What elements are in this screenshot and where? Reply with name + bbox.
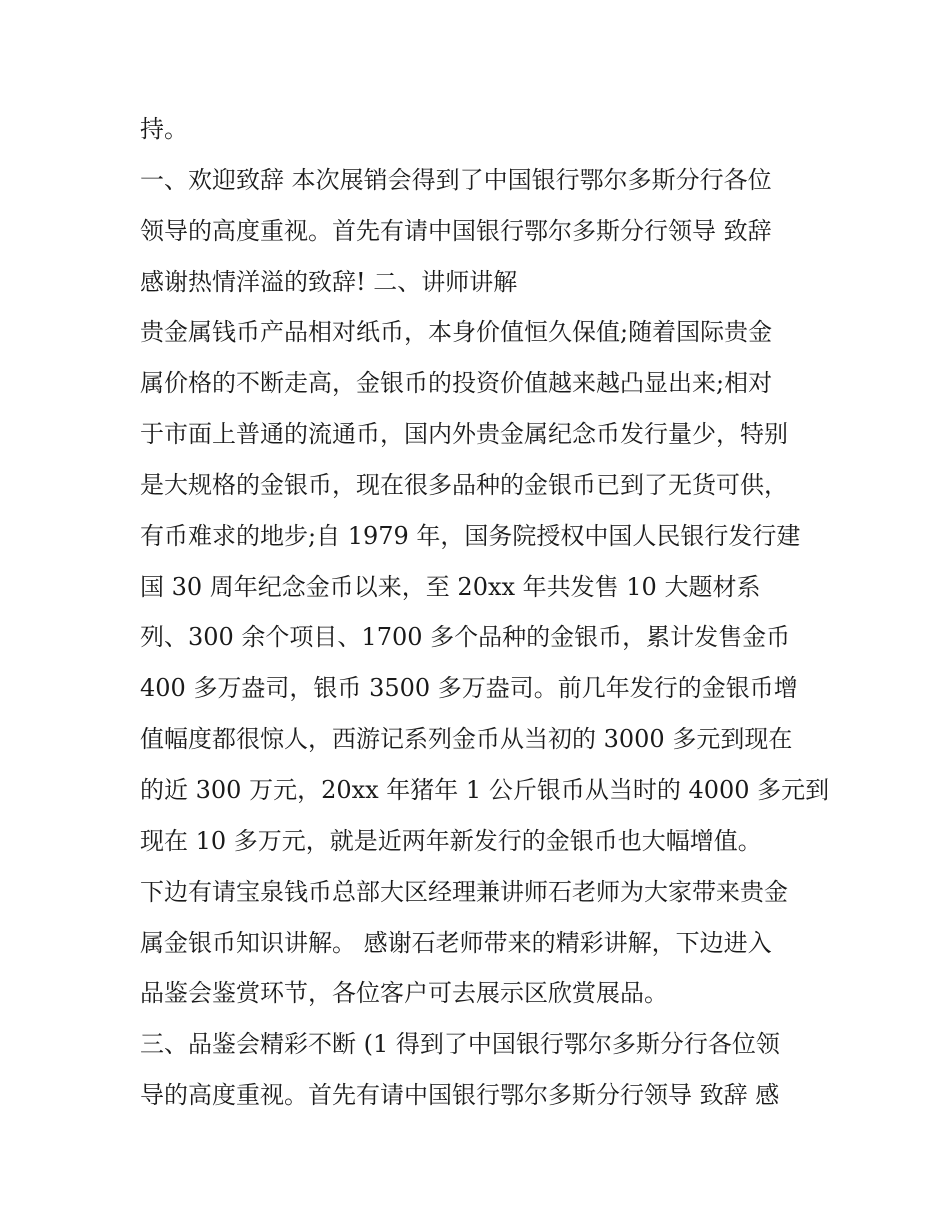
text-line: 感谢热情洋溢的致辞! 二、讲师讲解 [140,267,518,296]
text-line: 列、300 余个项目、1700 多个品种的金银币，累计发售金币 [140,623,791,652]
text-line: 是大规格的金银币，现在很多品种的金银币已到了无货可供， [140,470,788,499]
text-line: 属金银币知识讲解。 感谢石老师带来的精彩讲解，下边进入 [140,928,772,957]
text-line: 于市面上普通的流通币，国内外贵金属纪念币发行量少，特别 [140,420,788,449]
text-line: 有币难求的地步;自 1979 年，国务院授权中国人民银行发行建 [140,521,801,550]
text-line: 现在 10 多万元，就是近两年新发行的金银币也大幅增值。 [140,826,762,855]
text-line: 品鉴会鉴赏环节，各位客户可去展示区欣赏展品。 [140,979,668,1008]
text-line: 属价格的不断走高，金银币的投资价值越来越凸显出来;相对 [140,369,773,398]
text-line: 持。 [140,115,188,143]
document-body [140,104,830,1121]
text-line: 400 多万盎司，银币 3500 多万盎司。前几年发行的金银币增 [140,674,798,703]
text-line: 三、品鉴会精彩不断 (1 得到了中国银行鄂尔多斯分行各位领 [140,1030,780,1059]
text-line: 贵金属钱币产品相对纸币，本身价值恒久保值;随着国际贵金 [140,318,773,347]
text-line: 一、欢迎致辞 本次展销会得到了中国银行鄂尔多斯分行各位 [140,165,772,194]
text-line: 导的高度重视。首先有请中国银行鄂尔多斯分行领导 致辞 感 [140,1081,780,1110]
text-line: 领导的高度重视。首先有请中国银行鄂尔多斯分行领导 致辞 [140,216,772,245]
text-line: 下边有请宝泉钱币总部大区经理兼讲师石老师为大家带来贵金 [140,877,788,906]
text-line: 国 30 周年纪念金币以来，至 20xx 年共发售 10 大题材系 [140,572,761,601]
text-line: 值幅度都很惊人，西游记系列金币从当初的 3000 多元到现在 [140,725,793,754]
text-line: 的近 300 万元，20xx 年猪年 1 公斤银币从当时的 4000 多元到 [140,775,830,804]
